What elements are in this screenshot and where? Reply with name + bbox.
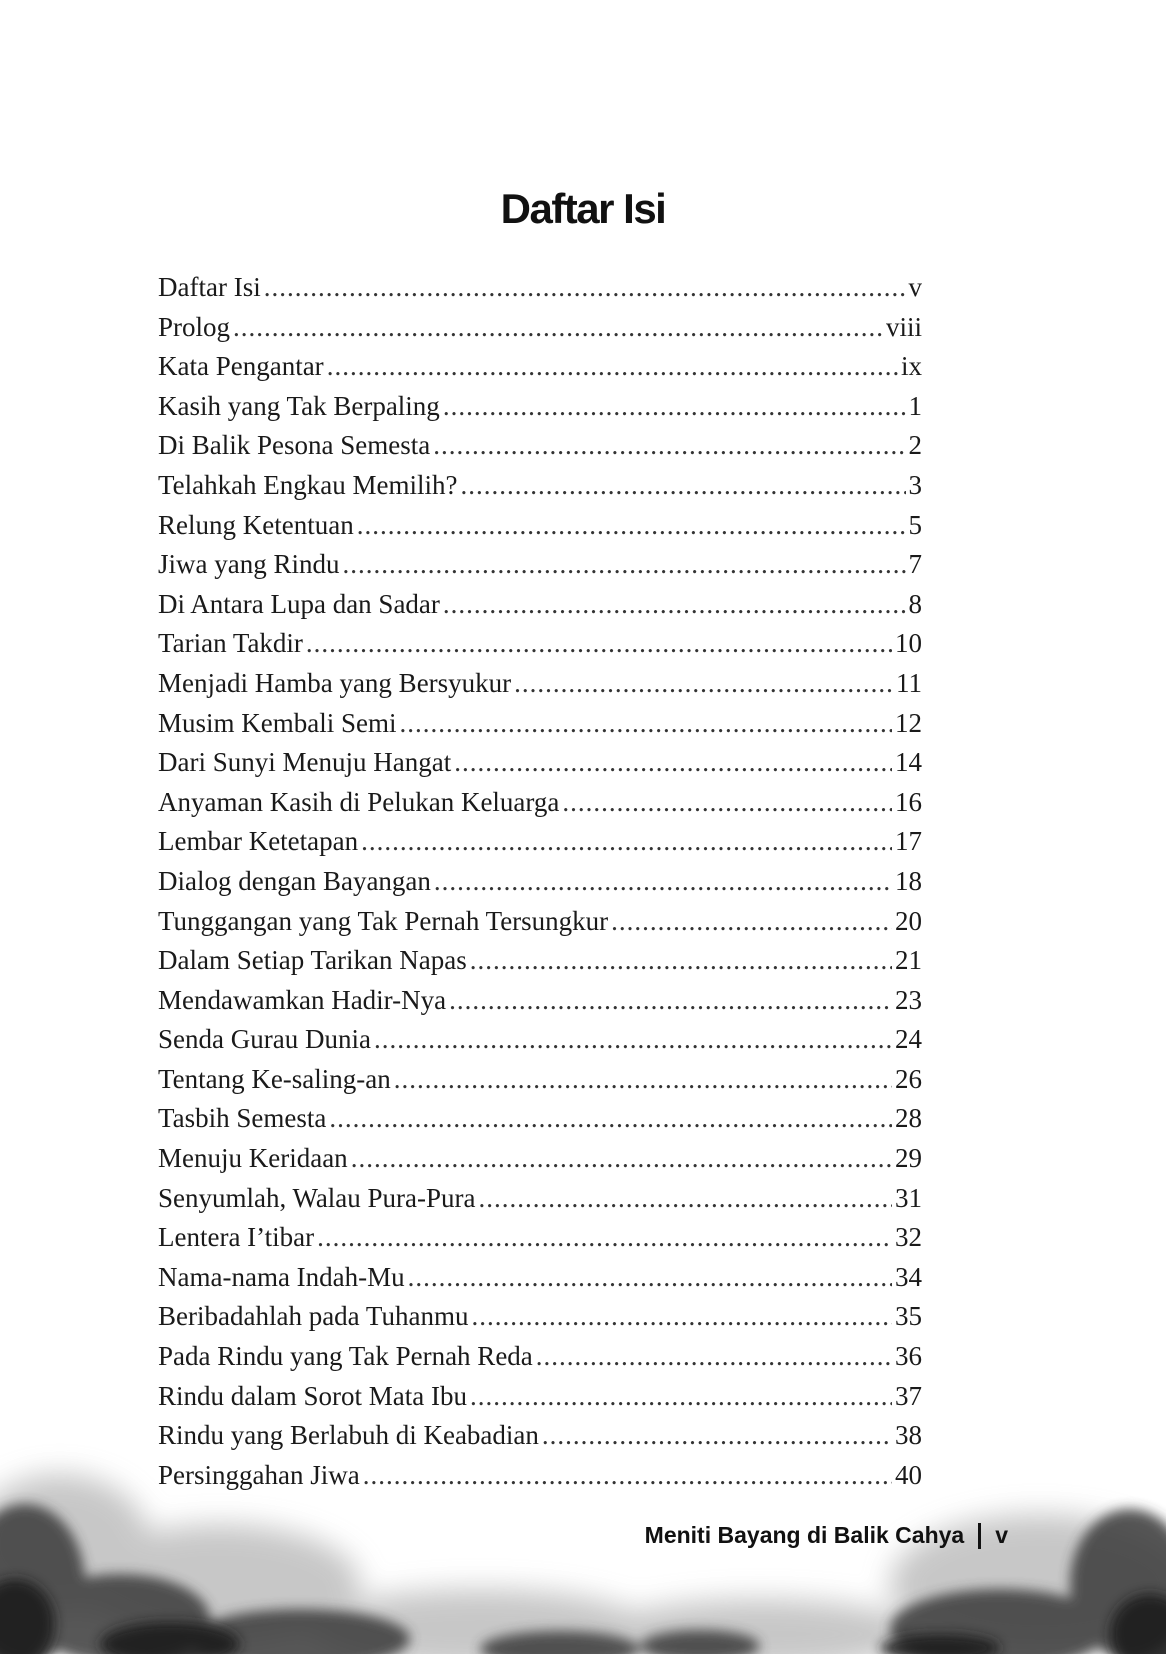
toc-entry-page: 26 bbox=[895, 1063, 922, 1094]
toc-leader-dots bbox=[400, 708, 893, 739]
toc-entry bbox=[158, 351, 922, 391]
toc-entry-title: Senyumlah, Walau Pura-Pura bbox=[158, 1182, 476, 1213]
toc-leader-dots bbox=[443, 589, 906, 620]
toc-leader-dots bbox=[306, 628, 892, 659]
toc-entry-title: Menuju Keridaan bbox=[158, 1143, 348, 1174]
toc-entry-title: Dalam Setiap Tarikan Napas bbox=[158, 945, 467, 976]
toc-leader-dots bbox=[562, 787, 892, 818]
toc-entry-page: 36 bbox=[895, 1341, 922, 1372]
toc-leader-dots bbox=[470, 1381, 892, 1412]
toc-entry-title: Prolog bbox=[158, 311, 231, 342]
toc-entry bbox=[158, 668, 922, 708]
toc-entry bbox=[158, 1183, 922, 1223]
toc-leader-dots bbox=[351, 1143, 892, 1174]
toc-entry-title: Jiwa yang Rindu bbox=[158, 549, 340, 580]
toc-entry-page: 7 bbox=[908, 549, 922, 580]
toc-entry-page: 23 bbox=[895, 984, 922, 1015]
toc-leader-dots bbox=[361, 826, 892, 857]
toc-entry-title: Musim Kembali Semi bbox=[158, 707, 397, 738]
toc-entry-page: 32 bbox=[895, 1222, 922, 1253]
toc-entry-page: 21 bbox=[895, 945, 922, 976]
toc-entry bbox=[158, 510, 922, 550]
toc-leader-dots bbox=[471, 1301, 892, 1332]
running-book-title: Meniti Bayang di Balik Cahya bbox=[644, 1522, 965, 1548]
toc-entry bbox=[158, 628, 922, 668]
toc-entry-title: Anyaman Kasih di Pelukan Keluarga bbox=[158, 786, 560, 817]
table-of-contents bbox=[158, 272, 922, 1499]
toc-entry-title: Di Antara Lupa dan Sadar bbox=[158, 588, 440, 619]
toc-entry-title: Tarian Takdir bbox=[158, 628, 303, 659]
toc-entry bbox=[158, 1103, 922, 1143]
toc-leader-dots bbox=[264, 272, 906, 303]
toc-leader-dots bbox=[343, 549, 906, 580]
toc-entry-title: Pada Rindu yang Tak Pernah Reda bbox=[158, 1341, 533, 1372]
toc-entry bbox=[158, 1341, 922, 1381]
toc-entry bbox=[158, 906, 922, 946]
toc-leader-dots bbox=[536, 1341, 892, 1372]
toc-entry-page: 38 bbox=[895, 1420, 922, 1451]
toc-entry-page: 16 bbox=[895, 786, 922, 817]
toc-entry-page: 18 bbox=[895, 865, 922, 896]
toc-entry bbox=[158, 1262, 922, 1302]
toc-entry-title: Rindu yang Berlabuh di Keabadian bbox=[158, 1420, 539, 1451]
toc-entry bbox=[158, 1064, 922, 1104]
toc-entry-page: 3 bbox=[908, 469, 922, 500]
toc-entry bbox=[158, 985, 922, 1025]
toc-entry-page: 35 bbox=[895, 1301, 922, 1332]
toc-entry-page: viii bbox=[885, 311, 922, 342]
toc-entry-page: ix bbox=[900, 351, 922, 382]
toc-entry-page: 10 bbox=[895, 628, 922, 659]
toc-leader-dots bbox=[611, 906, 892, 937]
toc-entry-page: 17 bbox=[895, 826, 922, 857]
toc-entry-title: Nama-nama Indah-Mu bbox=[158, 1261, 405, 1292]
footer-separator bbox=[978, 1523, 981, 1549]
toc-entry-page: 28 bbox=[895, 1103, 922, 1134]
toc-entry-page: 34 bbox=[895, 1261, 922, 1292]
toc-leader-dots bbox=[327, 351, 898, 382]
toc-entry-title: Di Balik Pesona Semesta bbox=[158, 430, 431, 461]
toc-entry bbox=[158, 391, 922, 431]
toc-leader-dots bbox=[443, 391, 906, 422]
toc-entry-title: Mendawamkan Hadir-Nya bbox=[158, 984, 447, 1015]
toc-entry-title: Kata Pengantar bbox=[158, 351, 324, 382]
toc-entry-page: 31 bbox=[895, 1182, 922, 1213]
page-title: Daftar Isi bbox=[500, 185, 666, 233]
toc-entry-page: 12 bbox=[895, 707, 922, 738]
toc-entry bbox=[158, 272, 922, 312]
toc-entry-title: Relung Ketentuan bbox=[158, 509, 354, 540]
toc-entry bbox=[158, 470, 922, 510]
toc-entry-title: Dari Sunyi Menuju Hangat bbox=[158, 747, 452, 778]
toc-leader-dots bbox=[394, 1064, 892, 1095]
toc-entry-title: Dialog dengan Bayangan bbox=[158, 865, 431, 896]
toc-entry-page: 29 bbox=[895, 1143, 922, 1174]
toc-entry bbox=[158, 549, 922, 589]
toc-entry bbox=[158, 589, 922, 629]
toc-entry bbox=[158, 747, 922, 787]
toc-leader-dots bbox=[454, 747, 892, 778]
toc-entry-title: Lembar Ketetapan bbox=[158, 826, 359, 857]
toc-entry-page: v bbox=[908, 272, 922, 302]
toc-leader-dots bbox=[357, 510, 906, 541]
toc-entry bbox=[158, 1143, 922, 1183]
page-number: v bbox=[995, 1522, 1008, 1548]
toc-entry bbox=[158, 708, 922, 748]
toc-leader-dots bbox=[514, 668, 893, 699]
toc-entry-page: 40 bbox=[895, 1459, 922, 1490]
toc-entry-title: Persinggahan Jiwa bbox=[158, 1459, 360, 1490]
toc-entry bbox=[158, 312, 922, 352]
page-footer bbox=[645, 1522, 1008, 1549]
toc-entry bbox=[158, 945, 922, 985]
toc-entry-title: Tunggangan yang Tak Pernah Tersungkur bbox=[158, 905, 609, 936]
toc-entry-page: 2 bbox=[908, 430, 922, 461]
toc-entry-page: 5 bbox=[908, 509, 922, 540]
toc-entry-title: Tentang Ke-saling-an bbox=[158, 1063, 391, 1094]
toc-entry-title: Tasbih Semesta bbox=[158, 1103, 327, 1134]
toc-entry-page: 20 bbox=[895, 905, 922, 936]
toc-entry-title: Menjadi Hamba yang Bersyukur bbox=[158, 667, 512, 698]
toc-leader-dots bbox=[433, 430, 905, 461]
toc-entry bbox=[158, 1381, 922, 1421]
toc-entry bbox=[158, 866, 922, 906]
toc-entry-title: Lentera I’tibar bbox=[158, 1222, 315, 1253]
toc-entry bbox=[158, 787, 922, 827]
toc-entry-page: 37 bbox=[895, 1380, 922, 1411]
toc-entry bbox=[158, 826, 922, 866]
toc-entry-title: Beribadahlah pada Tuhanmu bbox=[158, 1301, 469, 1332]
toc-leader-dots bbox=[374, 1024, 892, 1055]
toc-leader-dots bbox=[434, 866, 892, 897]
toc-entry-title: Daftar Isi bbox=[158, 272, 261, 302]
toc-entry-page: 1 bbox=[908, 390, 922, 421]
toc-leader-dots bbox=[461, 470, 906, 501]
toc-entry-page: 14 bbox=[895, 747, 922, 778]
toc-leader-dots bbox=[479, 1183, 892, 1214]
toc-entry-page: 11 bbox=[896, 667, 922, 698]
toc-entry bbox=[158, 430, 922, 470]
toc-leader-dots bbox=[317, 1222, 892, 1253]
toc-leader-dots bbox=[470, 945, 892, 976]
toc-leader-dots bbox=[449, 985, 892, 1016]
toc-entry bbox=[158, 1301, 922, 1341]
toc-entry-page: 8 bbox=[908, 588, 922, 619]
toc-leader-dots bbox=[329, 1103, 892, 1134]
toc-entry-title: Senda Gurau Dunia bbox=[158, 1024, 371, 1055]
toc-entry-title: Telahkah Engkau Memilih? bbox=[158, 469, 458, 500]
toc-leader-dots bbox=[233, 312, 883, 343]
toc-entry-page: 24 bbox=[895, 1024, 922, 1055]
toc-leader-dots bbox=[408, 1262, 892, 1293]
toc-entry bbox=[158, 1024, 922, 1064]
toc-entry bbox=[158, 1222, 922, 1262]
toc-entry-title: Rindu dalam Sorot Mata Ibu bbox=[158, 1380, 467, 1411]
toc-entry-title: Kasih yang Tak Berpaling bbox=[158, 390, 440, 421]
